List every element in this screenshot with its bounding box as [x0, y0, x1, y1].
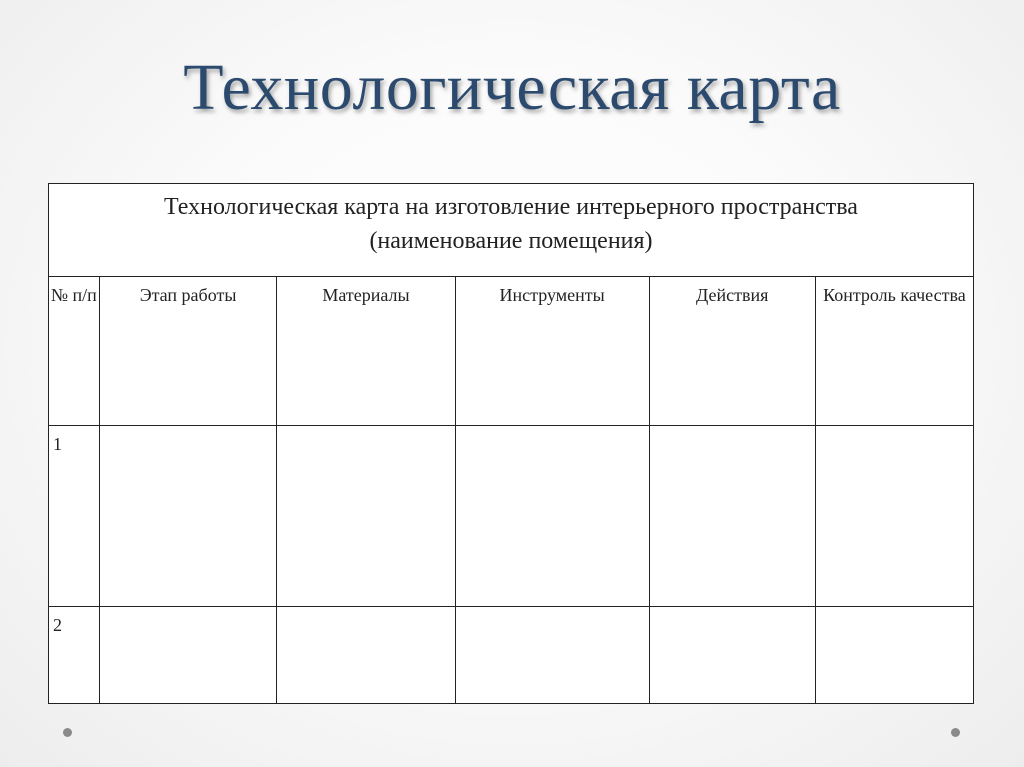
cell-actions [649, 426, 815, 607]
cell-materials [277, 607, 455, 704]
header-number: № п/п [49, 277, 100, 426]
cell-stage [99, 607, 277, 704]
table-row [49, 607, 974, 704]
cell-tools [455, 426, 649, 607]
cell-materials [277, 426, 455, 607]
header-quality-control: Контроль качества [815, 277, 973, 426]
row-number: 1 [49, 426, 100, 607]
header-actions: Действия [649, 277, 815, 426]
cell-actions [649, 607, 815, 704]
row-number: 2 [49, 607, 100, 704]
table-caption-line-2: (наименование помещения) [369, 228, 653, 254]
header-materials: Материалы [277, 277, 455, 426]
technology-map-table [48, 183, 974, 704]
table-caption [49, 184, 974, 277]
cell-tools [455, 607, 649, 704]
cell-quality [815, 426, 973, 607]
next-slide-dot-icon[interactable] [951, 728, 960, 737]
header-tools: Инструменты [455, 277, 649, 426]
table-header-row [49, 277, 974, 426]
slide-title: Технологическая карта [183, 51, 841, 124]
table-caption-line-1: Технологическая карта на изготовление интерьерного пространства [164, 194, 858, 220]
table-row [49, 426, 974, 607]
previous-slide-dot-icon[interactable] [63, 728, 72, 737]
header-stage: Этап работы [99, 277, 277, 426]
cell-quality [815, 607, 973, 704]
cell-stage [99, 426, 277, 607]
table-caption-row [49, 184, 974, 277]
